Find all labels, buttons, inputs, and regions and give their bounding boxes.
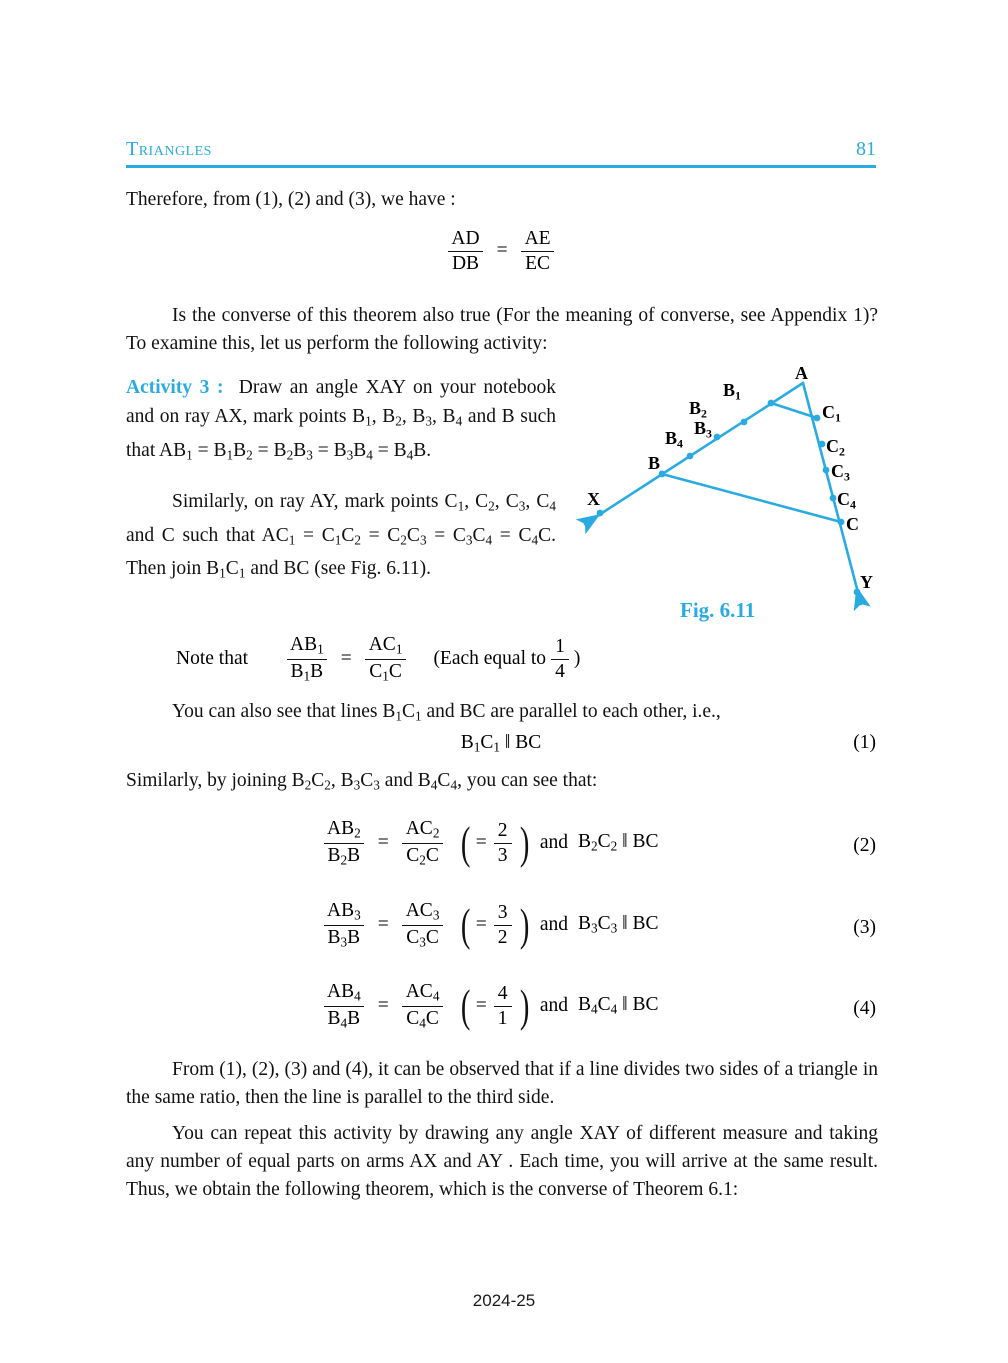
and-word: and	[539, 914, 568, 936]
fraction-ab3-b3b	[323, 900, 365, 950]
parallel-statement-2: $B_2C_2$ ‖ BC	[578, 831, 659, 854]
fraction-ac3-c3c	[402, 900, 444, 950]
numerator: $AB_2$	[327, 818, 361, 841]
point-b2	[741, 419, 748, 426]
para-similarly-joining-text: Similarly, by joining $B_2C_2$, $B_3C_3$ and $B_4C_4$, you can see that:	[126, 770, 598, 793]
figure-label-c1: $C_1$	[822, 402, 841, 425]
numerator: $AB_4$	[327, 981, 361, 1004]
and-word: and	[539, 995, 568, 1017]
fraction-ab1-b1b	[286, 634, 328, 684]
activity-label: Activity 3 :	[126, 377, 224, 398]
figure-label-c4: $C_4$	[837, 489, 856, 512]
footer-year: 2024-25	[472, 1291, 536, 1310]
denominator: $C_1C$	[365, 659, 406, 685]
fraction-ratio-4	[494, 983, 512, 1030]
fraction-ac2-c2c	[402, 818, 444, 868]
figure-label-c3: $C_3$	[831, 461, 850, 484]
point-c2	[819, 441, 826, 448]
para-similarly-joining	[126, 767, 878, 800]
equation-2-number: (2)	[853, 835, 876, 856]
equals-sign: =	[496, 240, 508, 262]
close-paren: )	[573, 648, 581, 670]
activity-para-2: Similarly, on ray AY, mark points $C_1$, $C_2$, $C_3$, $C_4$ and C such that $AC_1 = C_1C_2 = C_2C_3 = C_3C_4 = C_4C$. Then join $B_1C_1$ and BC (see Fig. 6.11).	[126, 491, 557, 582]
equals-inline: =	[475, 832, 487, 854]
figure-label-b3: $B_3$	[694, 418, 712, 441]
point-b1	[768, 400, 775, 407]
paren-close: )	[519, 979, 529, 1031]
denominator: $C_2C$	[402, 843, 443, 869]
numerator: $AC_4$	[405, 981, 440, 1004]
fraction-ae-ec	[521, 228, 555, 275]
equation-ad-db	[126, 228, 876, 275]
equation-1-row	[126, 732, 876, 756]
para-repeat-text: You can repeat this activity by drawing any angle XAY of different measure and taking any number of equal parts on arms AX and AY . Each time, you will arrive at the same result. Thus, we obtain the following theorem, which is the converse of Theorem 6.1:	[126, 1123, 878, 1200]
paren-open: (	[461, 898, 471, 950]
equation-3-number: (3)	[853, 917, 876, 938]
page-header	[126, 138, 876, 168]
figure-label-b: B	[648, 453, 661, 473]
point-c1	[814, 415, 821, 422]
denominator: 1	[494, 1006, 512, 1030]
numerator: 1	[555, 635, 565, 657]
activity-para-1: Draw an angle XAY on your notebook and on ray AX, mark points $B_1$, $B_2$, $B_3$, $B_4$ and B such that $AB_1 = B_1B_2 = B_2B_3 = B_3B_4 = B_4B$.	[126, 377, 557, 463]
numerator: $AC_2$	[405, 818, 440, 841]
page-footer	[0, 1291, 1008, 1311]
equals-sign: =	[377, 832, 389, 854]
figure-label-c2: $C_2$	[826, 436, 845, 459]
figure-points	[597, 400, 861, 596]
denominator: 4	[551, 659, 569, 683]
equals-inline: =	[475, 914, 487, 936]
denominator: $B_3B$	[324, 925, 365, 951]
figure-caption: Fig. 6.11	[680, 598, 756, 622]
fraction-one-fourth	[551, 636, 569, 683]
equation-4-row	[318, 981, 659, 1031]
numerator: $AB_1$	[290, 634, 324, 657]
activity-block-2	[126, 487, 556, 588]
ratio-paren-group	[458, 816, 531, 868]
denominator: $C_3C$	[402, 925, 443, 951]
fraction-ac4-c4c	[402, 981, 444, 1031]
page-number: 81	[856, 138, 876, 160]
chapter-title: Triangles	[126, 138, 212, 160]
para-converse	[126, 302, 878, 358]
para-therefore	[126, 186, 876, 214]
equation-4-number: (4)	[853, 998, 876, 1019]
numerator: 4	[497, 982, 508, 1004]
denominator: DB	[448, 251, 483, 275]
note-that-row	[126, 634, 876, 684]
activity-block-1	[126, 373, 556, 469]
para-converse-text: Is the converse of this theorem also true (For the meaning of converse, see Appendix 1)? To examine this, let us perform the following activity:	[126, 305, 878, 354]
figure-label-y: Y	[860, 572, 873, 592]
paren-open: (	[461, 979, 471, 1031]
fraction-ac1-c1c	[365, 634, 407, 684]
numerator: 3	[497, 901, 508, 923]
equation-3-row	[318, 900, 659, 950]
parallel-statement-3: $B_3C_3$ ‖ BC	[578, 913, 659, 936]
point-b3	[714, 434, 721, 441]
numerator: $AC_3$	[405, 900, 440, 923]
numerator: $AC_1$	[368, 634, 403, 657]
ratio-paren-group	[458, 979, 531, 1031]
para-therefore-text: Therefore, from (1), (2) and (3), we have :	[126, 189, 456, 210]
numerator: $AB_3$	[327, 900, 361, 923]
denominator: 2	[494, 925, 512, 949]
equation-3-math	[318, 900, 659, 950]
denominator: $B_4B$	[324, 1006, 365, 1032]
figure-label-b2: $B_2$	[689, 398, 707, 421]
figure-label-x: X	[587, 489, 600, 509]
para-parallel-intro-text: You can also see that lines $B_1C_1$ and BC are parallel to each other, i.e.,	[172, 701, 721, 724]
para-parallel-intro	[126, 698, 878, 731]
denominator: $C_4C$	[402, 1006, 443, 1032]
para-from-1234	[126, 1056, 878, 1112]
equation-2-math	[318, 818, 659, 868]
each-equal-text: (Each equal to	[433, 648, 547, 670]
point-c4	[830, 495, 837, 502]
equals-sign: =	[377, 914, 389, 936]
equation-4-math	[318, 981, 659, 1031]
fraction-ab4-b4b	[323, 981, 365, 1031]
fraction-ratio-3	[494, 902, 512, 949]
equals-sign: =	[377, 995, 389, 1017]
numerator: 2	[497, 819, 508, 841]
equals-sign: =	[340, 648, 352, 670]
parallel-statement-4: $B_4C_4$ ‖ BC	[578, 994, 659, 1017]
paren-open: (	[461, 816, 471, 868]
ratio-paren-group	[458, 898, 531, 950]
point-c3	[823, 467, 830, 474]
figure-label-a: A	[795, 363, 808, 383]
paren-close: )	[519, 816, 529, 868]
note-equation	[281, 634, 580, 684]
figure-label-c: C	[846, 514, 859, 534]
segment-bc	[662, 474, 841, 522]
numerator: AD	[451, 228, 480, 249]
denominator: EC	[521, 251, 554, 275]
para-from-1234-text: From (1), (2), (3) and (4), it can be observed that if a line divides two sides of a triangle in the same ratio, then the line is parallel to the third side.	[126, 1059, 878, 1108]
equation-2-row	[318, 818, 659, 868]
equation-1-number: (1)	[853, 732, 876, 753]
denominator: $B_1B$	[287, 659, 328, 685]
note-that-label: Note that	[176, 648, 249, 670]
and-word: and	[539, 832, 568, 854]
point-c	[838, 519, 845, 526]
denominator: $B_2B$	[324, 843, 365, 869]
point-b4	[687, 453, 694, 460]
fraction-ad-db	[447, 228, 483, 275]
denominator: 3	[494, 843, 512, 867]
figure-label-b4: $B_4$	[665, 428, 683, 451]
figure-label-b1: $B_1$	[723, 380, 741, 403]
numerator: AE	[524, 228, 551, 249]
equals-inline: =	[475, 995, 487, 1017]
paren-close: )	[519, 898, 529, 950]
header-divider	[126, 165, 876, 168]
point-x	[597, 510, 604, 517]
equation-1-statement: $B_1C_1$ ‖ BC	[460, 732, 542, 755]
fraction-group	[442, 228, 559, 275]
fraction-ab2-b2b	[323, 818, 365, 868]
fraction-ratio-2	[494, 820, 512, 867]
para-repeat	[126, 1120, 878, 1204]
